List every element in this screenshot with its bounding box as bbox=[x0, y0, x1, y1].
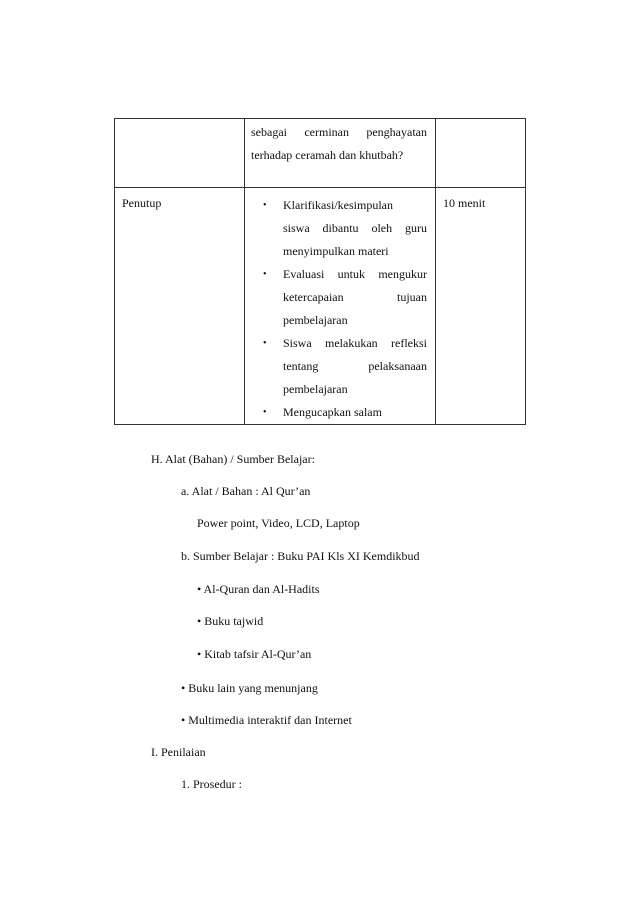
stage-label: Penutup bbox=[122, 196, 162, 210]
time-cell bbox=[436, 119, 526, 188]
stage-cell bbox=[115, 119, 245, 188]
list-item: • Buku lain yang menunjang bbox=[181, 681, 318, 695]
bullet-text-line: Siswa melakukan refleksi bbox=[283, 336, 427, 350]
bullet-text-line: pembelajaran bbox=[283, 382, 348, 396]
time-cell bbox=[436, 188, 526, 425]
lesson-activity-table bbox=[114, 118, 526, 425]
tools-materials-label: a. Alat / Bahan : Al Qur’an bbox=[181, 484, 311, 498]
activity-text-line: sebagai cerminan penghayatan bbox=[251, 125, 427, 139]
section-i-heading: I. Penilaian bbox=[151, 745, 206, 759]
activity-bullet-item bbox=[263, 194, 427, 263]
bullet-icon: • bbox=[263, 269, 267, 280]
list-item: • Al-Quran dan Al-Hadits bbox=[197, 582, 320, 596]
activity-bullet-item bbox=[263, 263, 427, 332]
activity-bullet-item bbox=[263, 332, 427, 401]
bullet-text-line: Evaluasi untuk mengukur bbox=[283, 267, 427, 281]
bullet-text-line: ketercapaian tujuan bbox=[283, 290, 427, 304]
procedure-label: 1. Prosedur : bbox=[181, 777, 242, 791]
list-item: • Kitab tafsir Al-Qur’an bbox=[197, 647, 312, 661]
table-row bbox=[115, 188, 526, 425]
activity-text-line: terhadap ceramah dan khutbah? bbox=[251, 148, 404, 162]
activity-cell bbox=[245, 188, 436, 425]
time-label: 10 menit bbox=[443, 196, 486, 210]
stage-label bbox=[115, 119, 244, 121]
bullet-icon: • bbox=[263, 407, 267, 418]
bullet-text-line: pembelajaran bbox=[283, 313, 348, 327]
tools-materials-continued: Power point, Video, LCD, Laptop bbox=[197, 516, 360, 530]
bullet-text-line: Mengucapkan salam bbox=[283, 405, 382, 419]
bullet-text-line: menyimpulkan materi bbox=[283, 244, 389, 258]
bullet-icon: • bbox=[263, 338, 267, 349]
activity-cell bbox=[245, 119, 436, 188]
time-label bbox=[436, 119, 525, 121]
section-h-heading: H. Alat (Bahan) / Sumber Belajar: bbox=[151, 452, 315, 466]
list-item: • Buku tajwid bbox=[197, 614, 264, 628]
list-item: • Multimedia interaktif dan Internet bbox=[181, 713, 352, 727]
table-row bbox=[115, 119, 526, 188]
bullet-text-line: tentang pelaksanaan bbox=[283, 359, 427, 373]
bullet-icon: • bbox=[263, 200, 267, 211]
activity-bullet-item bbox=[263, 401, 427, 424]
bullet-text-line: siswa dibantu oleh guru bbox=[283, 221, 427, 235]
stage-cell bbox=[115, 188, 245, 425]
bullet-text-line: Klarifikasi/kesimpulan bbox=[283, 198, 393, 212]
learning-sources-label: b. Sumber Belajar : Buku PAI Kls XI Kemdikbud bbox=[181, 549, 420, 563]
activity-bullet-list bbox=[245, 194, 427, 424]
